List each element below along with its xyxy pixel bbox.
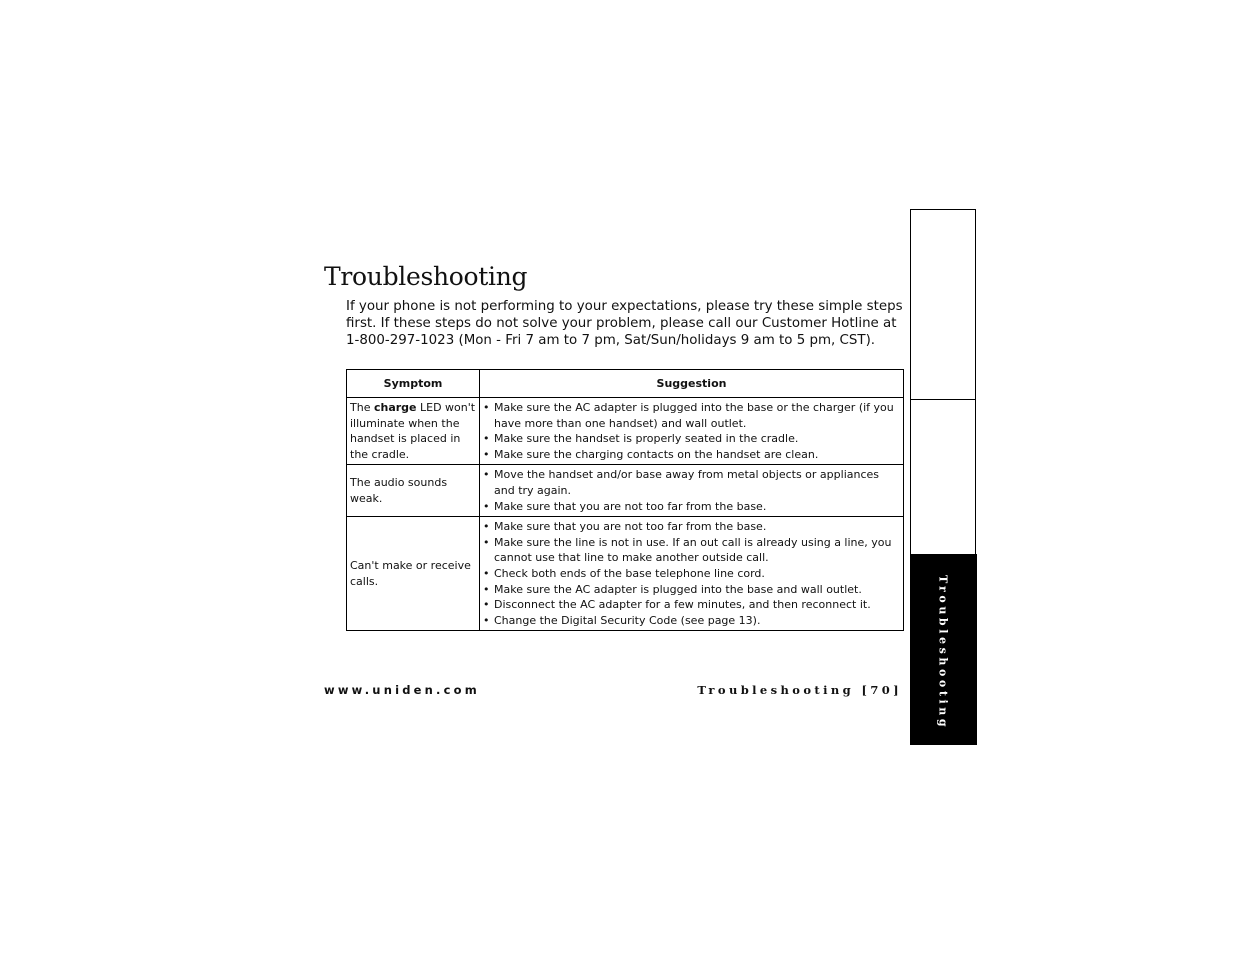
suggestion-item: • Make sure that you are not too far from the base.: [483, 519, 900, 535]
symptom-cell: [347, 465, 480, 517]
symptom-text: Can't make or receive calls.: [350, 559, 471, 588]
suggestion-item: • Disconnect the AC adapter for a few minutes, and then reconnect it.: [483, 597, 900, 613]
symptom-text: The audio sounds weak.: [350, 476, 448, 505]
suggestion-item: • Make sure that you are not too far from the base.: [483, 499, 900, 515]
intro-paragraph: [346, 298, 902, 349]
table-row: [347, 398, 904, 465]
suggestion-item: • Make sure the AC adapter is plugged into the base or the charger (if you have more than one handset) and wall outlet.: [483, 400, 900, 431]
footer-website: www.uniden.com: [324, 683, 480, 697]
suggestion-item: • Make sure the charging contacts on the handset are clean.: [483, 447, 900, 463]
suggestion-header: Suggestion: [480, 370, 904, 398]
suggestion-item: • Move the handset and/or base away from metal objects or appliances and try again.: [483, 467, 900, 498]
symptom-cell: [347, 398, 480, 465]
symptom-text: The: [350, 401, 374, 414]
intro-line: If your phone is not performing to your expectations, please try these simple steps: [346, 299, 903, 314]
suggestion-item: • Check both ends of the base telephone line cord.: [483, 566, 900, 582]
table-header-row: [347, 370, 904, 398]
suggestion-cell: [480, 398, 904, 465]
symptom-keyword: charge: [373, 401, 417, 414]
suggestion-item: • Make sure the handset is properly seated in the cradle.: [483, 431, 900, 447]
symptom-header: Symptom: [347, 370, 480, 398]
suggestion-item: • Make sure the line is not in use. If an out call is already using a line, you cannot use that line to make another outside call.: [483, 535, 900, 566]
table-row: [347, 517, 904, 631]
page-title: Troubleshooting: [324, 262, 528, 291]
symptom-text: LED won't illuminate when the handset is placed in the cradle.: [350, 401, 476, 461]
intro-line: first. If these steps do not solve your problem, please call our Customer Hotline at: [346, 316, 897, 331]
suggestion-list: [483, 519, 900, 628]
suggestion-cell: [480, 465, 904, 517]
suggestion-list: [483, 467, 900, 514]
side-tab-divider: [910, 399, 976, 400]
intro-line: 1-800-297-1023 (Mon - Fri 7 am to 7 pm, Sat/Sun/holidays 9 am to 5 pm, CST).: [346, 333, 876, 348]
suggestion-list: [483, 400, 900, 462]
side-tab-label: Troubleshooting: [936, 575, 950, 731]
table-row: [347, 465, 904, 517]
suggestion-item: • Change the Digital Security Code (see page 13).: [483, 613, 900, 629]
suggestion-item: • Make sure the AC adapter is plugged into the base and wall outlet.: [483, 582, 900, 598]
troubleshooting-table: [346, 369, 904, 631]
symptom-cell: [347, 517, 480, 631]
footer-page-label: Troubleshooting [70]: [697, 683, 902, 697]
suggestion-cell: [480, 517, 904, 631]
